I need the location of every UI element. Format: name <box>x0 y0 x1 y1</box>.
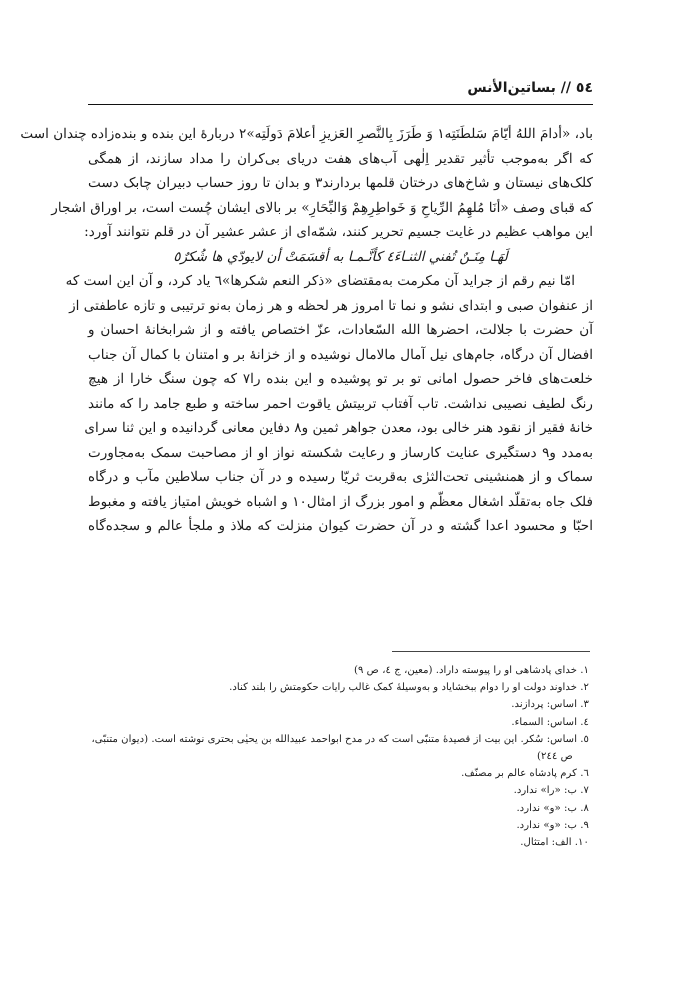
footnote: ٩. ب: «و» ندارد. <box>516 819 589 831</box>
text-line: کلک‌های نیستان و شاخ‌های درختان قلمها بردارند٣ و بدان تا روز حساب دبیران چابک دست <box>88 175 594 191</box>
text-line: سماک و از همنشینی تحت‌الثرٰی به‌قربت ثریّا رسیده و در آن جناب سلاطین مآب و درگاه <box>88 469 593 485</box>
footnote: ٢. خداوند دولت او را دوام ببخشاياد و به‌وسیلهٔ کمک غالب رایات حکومتش را بلند کناد. <box>229 682 589 694</box>
text-line: این مواهب عظیم در غایت جسیم تحریر کنند، شمّه‌ای از عشر عشیر آن در قلم نتوانند آورد: <box>84 224 593 240</box>
page-header <box>88 78 593 105</box>
footnote-divider <box>392 651 590 652</box>
text-line: باد، «أدامَ اللهُ أيّامَ سَلطَنَتِه١ وَ طَرَزَ بِالنَّصرِ العَزيزِ أعلامَ دَولَتِه»٢ دربارهٔ این بنده و بنده‌زاده چندان است <box>20 126 593 142</box>
main-text <box>20 122 594 539</box>
footnote: ٤. اساس: السماء. <box>511 716 589 728</box>
text-line: آن حضرت با جلالت، احضرها الله السّعادات، عزّ اختصاص یافته و از شرابخانهٔ احسان و <box>88 322 593 338</box>
footnote-continuation: ص ٢٤٤) <box>537 751 573 763</box>
text-line: امّا نیم رقم از جراید آن مکرمت به‌مقتضای «ذکر النعم شکرها»٦ یاد کرد، و آن این است که <box>65 273 575 289</box>
text-line: افضال آن درگاه، جام‌های نیل آمال مالامال نوشیده و از خزانهٔ بر و امتنان با کمال آن جناب <box>88 346 593 363</box>
footnote: ١٠. الف: امتثال. <box>520 837 589 849</box>
footnotes <box>88 662 589 851</box>
verse-line: لَهَـا مِنَـنٌ تُفني الثنـاءَ٤ كأنَّـمـا به أقسَمَتْ أن لايودّي ها شُكرٌ٥ <box>173 248 508 265</box>
text-line: احبّا و محسود اعدا گشته و در آن حضرت کیوان منزلت که ملاذ و ملجأ عالم و سجده‌گاه <box>88 518 593 534</box>
footnote: ٦. کرم پادشاه عالم بر مصنّف. <box>461 768 589 780</box>
footnote: ٥. اساس: سُکر. این بیت از قصیدهٔ متنبّی است که در مدح ابواحمد عبیدالله بن یحیٰی بحتری نوشته است. (دیوان متنبّی، <box>91 733 589 745</box>
text-line: به‌مدد و٩ دستگیری عنایت کارساز و رعایت شکسته نواز او از مصاحبت سمک به‌مجاورت <box>88 444 593 461</box>
text-line: فلک جاه به‌تقلّد اشغال معظّم و امور بزرگ از امثال١٠ و اشباه خویش امتیاز یافته و مغبوط <box>88 493 593 510</box>
text-line: از عنفوان صبی و ابتدای نشو و نما تا امروز هر لحظه و هر زمان به‌نو ترتیبی و تازه عاطفتی از <box>69 297 593 314</box>
footnote: ٧. ب: «را» ندارد. <box>513 785 589 797</box>
footnote: ١. خدای پادشاهی او را پیوسته داراد. (معین، ج ٤، ص ٩) <box>353 665 589 676</box>
text-line: خلعت‌های فاخر حصول امانی تو بر تو پوشیده و این بنده را٧ که چون سنگ خارا از هیچ <box>88 371 593 387</box>
footnote: ٨. ب: «و» ندارد. <box>516 802 589 814</box>
text-line: که اگر به‌موجب تأثیر تقدیر اِلٰهی آب‌های هفت دریای بی‌کران را مداد سازند، از همگی <box>88 150 593 167</box>
footnote: ٣. اساس: پردازند. <box>511 699 589 711</box>
text-line: که قبای وصف «أنَا مُلهِمُ الرِّياحِ وَ خَواطِرِهِمْ وَالبِّحَارِ» بر بالای ایشان چُست است، بر اوراق اشجار <box>51 199 593 216</box>
text-line: رنگ لطیف نصیبی نداشت. تاب آفتاب تربیتش یاقوت احمر ساخته و طبع جامد را که مانند <box>88 395 593 412</box>
text-line: خانهٔ فقیر از نقود هنر خالی بود، معدن جواهر ثمین و٨ دفاین معانی گردانیده و این ثنا سرای <box>84 420 593 436</box>
running-title: ٥٤ // بساتین‌الأنس <box>467 80 593 96</box>
